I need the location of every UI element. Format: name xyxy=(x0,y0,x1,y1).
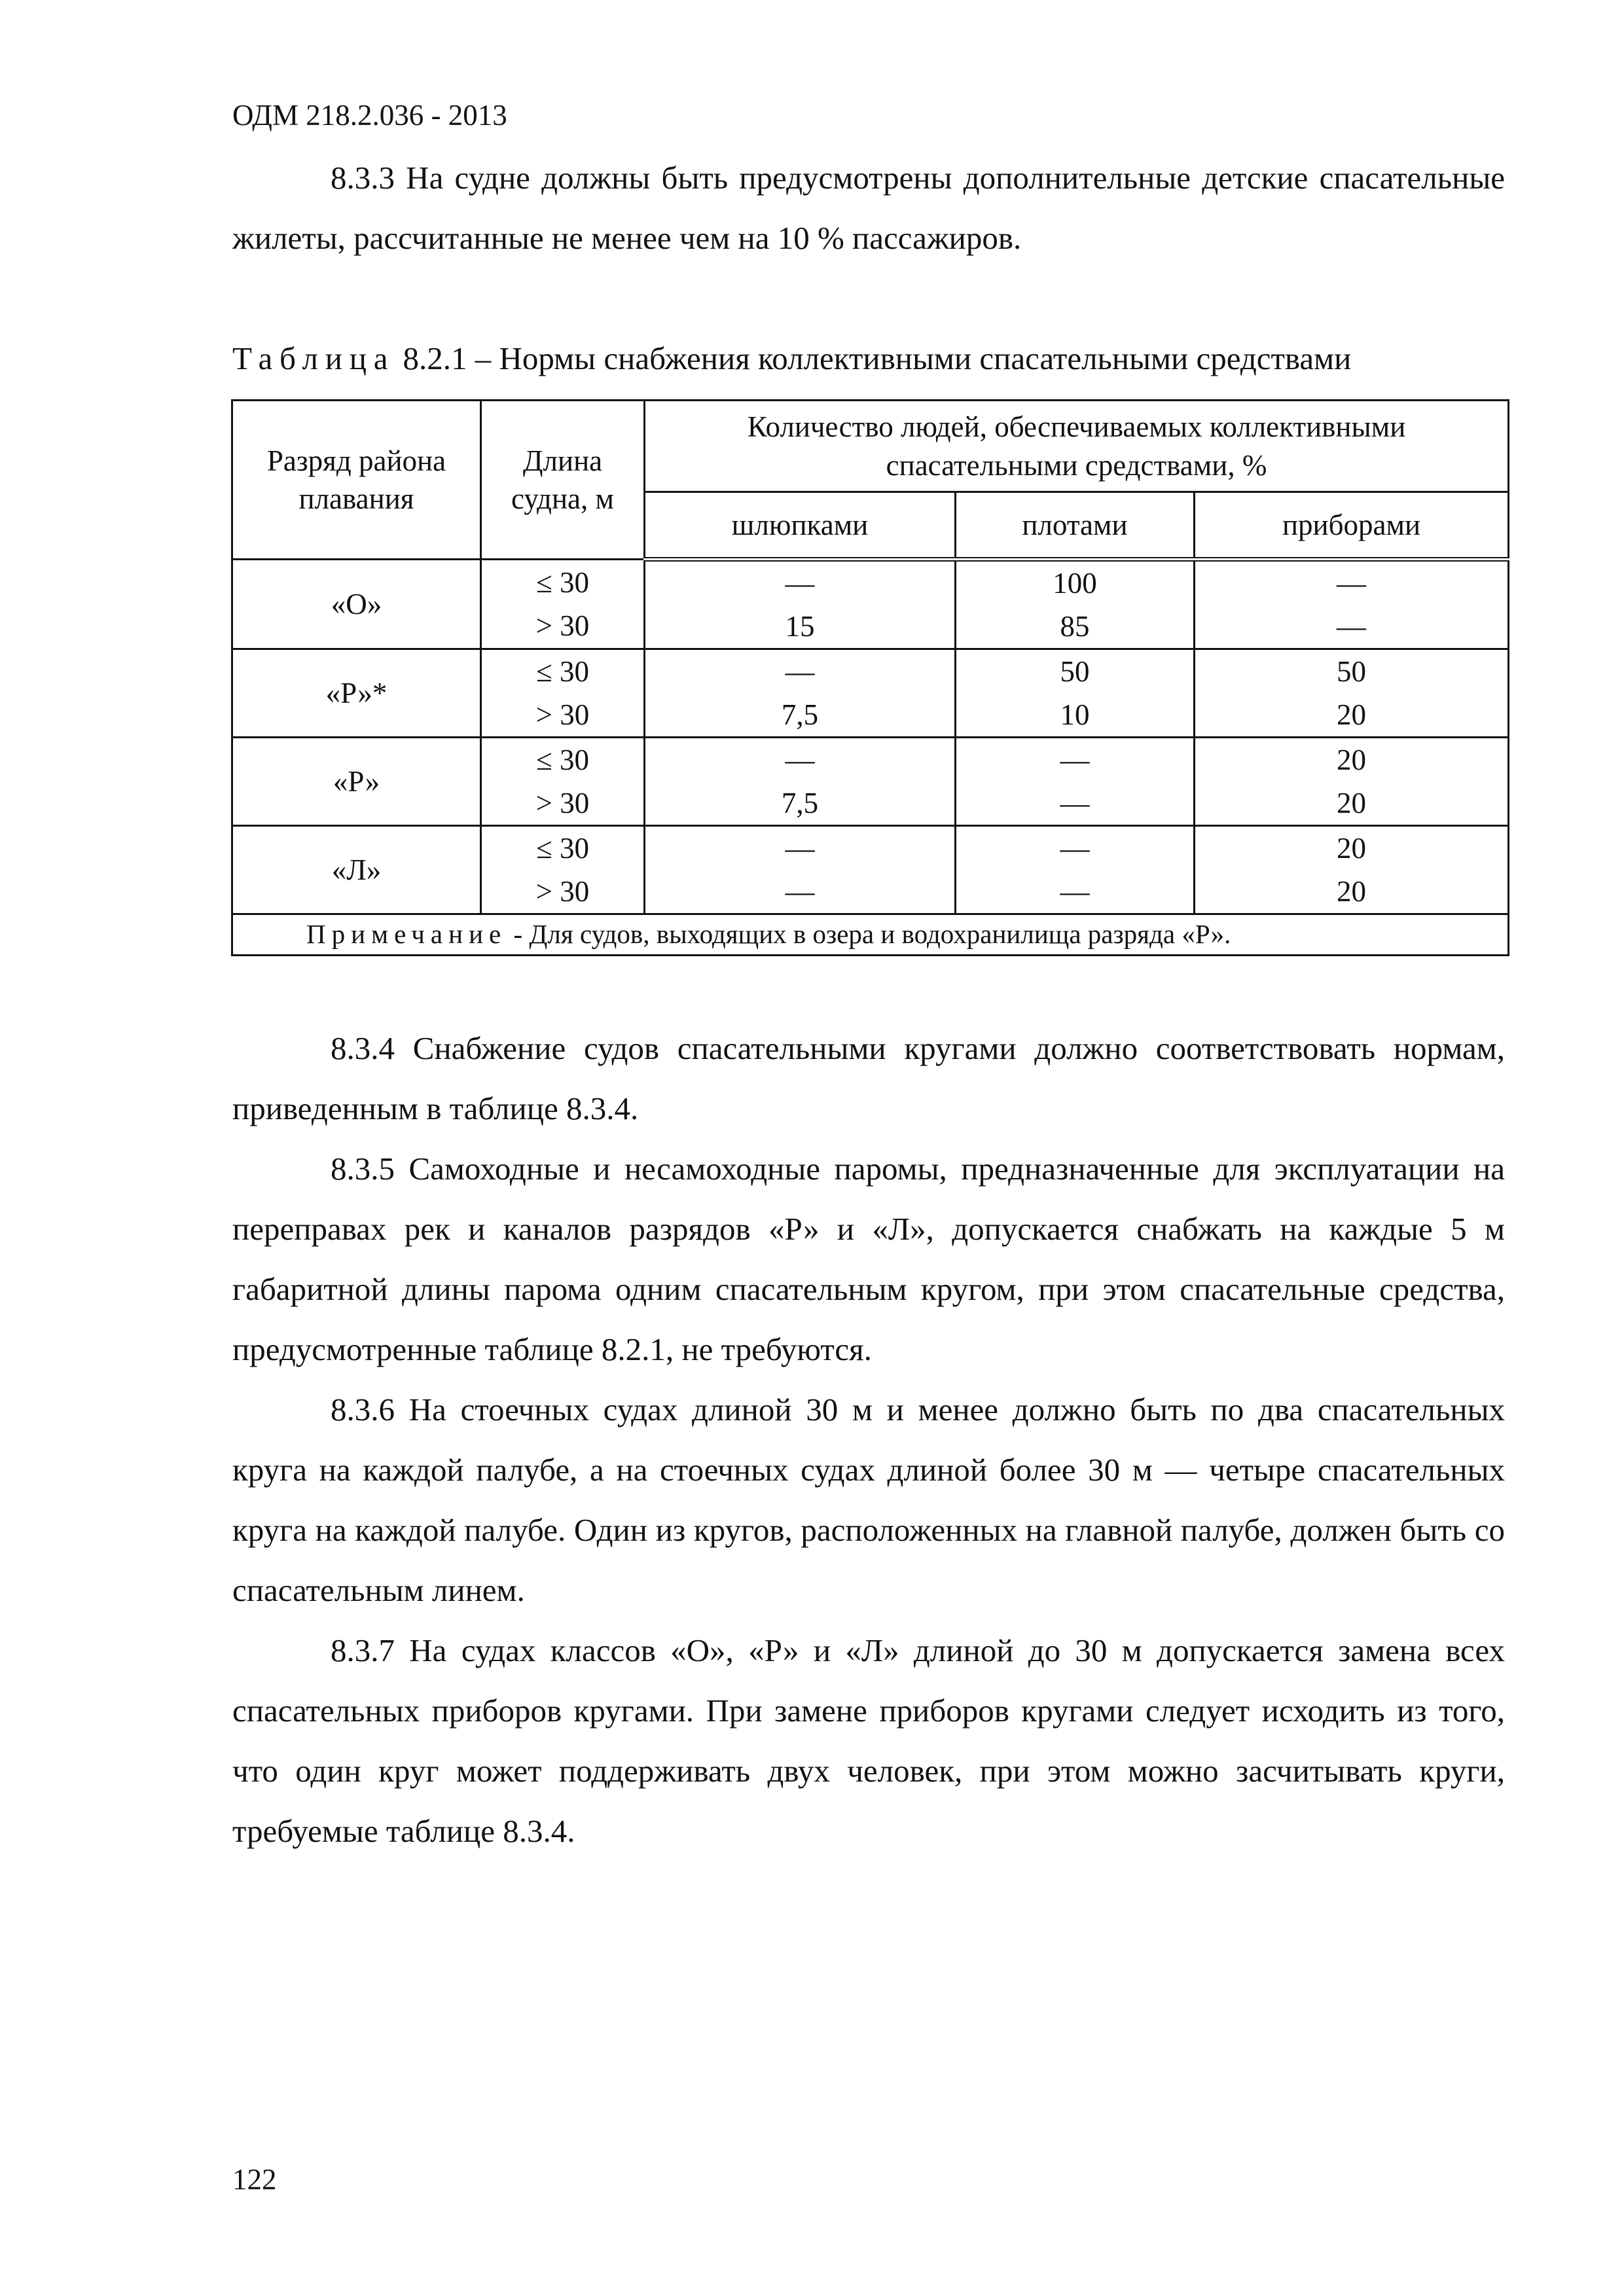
table-row xyxy=(232,738,1509,826)
paragraph-8-3-7: 8.3.7 На судах классов «О», «Р» и «Л» длиной до 30 м допускается замена всех спасательных приборов кругами. При замене приборов кругами следует исходить из того, что один круг может поддерживать двух человек, при этом можно засчитывать круги, требуемые таблице 8.3.4. xyxy=(232,1632,1505,1849)
table-note-text: - Для судов, выходящих в озера и водохранилища разряда «Р». xyxy=(507,919,1231,950)
boats-cell: — 15 xyxy=(645,560,956,649)
zone-cell: «О» xyxy=(232,560,481,649)
paragraph-8-3-4: 8.3.4 Снабжение судов спасательными кругами должно соответствовать нормам, приведенным в таблице 8.3.4. xyxy=(232,1030,1505,1126)
zone-cell: «Р» xyxy=(232,738,481,826)
rafts-cell: 50 10 xyxy=(956,649,1195,738)
page-number: 122 xyxy=(232,2163,277,2196)
length-cell: ≤ 30 > 30 xyxy=(481,738,645,826)
zone-cell: «Л» xyxy=(232,826,481,914)
boats-cell: — 7,5 xyxy=(645,649,956,738)
boats-cell: — 7,5 xyxy=(645,738,956,826)
devices-cell: 20 20 xyxy=(1195,826,1509,914)
length-cell: ≤ 30 > 30 xyxy=(481,826,645,914)
devices-cell: 50 20 xyxy=(1195,649,1509,738)
header-length: Длина судна, м xyxy=(481,401,645,560)
header-boats: шлюпками xyxy=(645,492,956,560)
devices-cell: 20 20 xyxy=(1195,738,1509,826)
table-row xyxy=(232,560,1509,649)
norms-table xyxy=(231,399,1509,956)
table-row xyxy=(232,649,1509,738)
table-caption-label: Таблица xyxy=(232,340,395,376)
table-note-label: Примечание xyxy=(306,919,507,950)
paragraph-8-3-3: 8.3.3 На судне должны быть предусмотрены дополнительные детские спасательные жилеты, рассчитанные не менее чем на 10 % пассажиров. xyxy=(232,160,1505,256)
table-row xyxy=(232,826,1509,914)
table-note-row xyxy=(232,914,1509,956)
rafts-cell: — — xyxy=(956,738,1195,826)
length-cell: ≤ 30 > 30 xyxy=(481,649,645,738)
devices-cell: — — xyxy=(1195,560,1509,649)
header-people: Количество людей, обеспечиваемых коллективными спасательными средствами, % xyxy=(645,401,1509,492)
length-cell: ≤ 30 > 30 xyxy=(481,560,645,649)
paragraph-8-3-6: 8.3.6 На стоечных судах длиной 30 м и менее должно быть по два спасательных круга на каждой палубе, а на стоечных судах длиной более 30 м — четыре спасательных круга на каждой палубе. Один из кругов, расположенных на главной палубе, должен быть со спасательным линем. xyxy=(232,1391,1505,1608)
rafts-cell: 100 85 xyxy=(956,560,1195,649)
rafts-cell: — — xyxy=(956,826,1195,914)
table-caption-title: 8.2.1 – Нормы снабжения коллективными спасательными средствами xyxy=(395,340,1352,376)
table-caption xyxy=(232,339,1351,378)
zone-cell: «Р»* xyxy=(232,649,481,738)
paragraph-8-3-5: 8.3.5 Самоходные и несамоходные паромы, предназначенные для эксплуатации на переправах рек и каналов разрядов «Р» и «Л», допускается снабжать на каждые 5 м габаритной длины парома одним спасательным кругом, при этом спасательные средства, предусмотренные таблице 8.2.1, не требуются. xyxy=(232,1151,1505,1367)
header-zone: Разряд района плавания xyxy=(232,401,481,560)
document-code: ОДМ 218.2.036 - 2013 xyxy=(232,99,507,132)
header-rafts: плотами xyxy=(956,492,1195,560)
header-devices: приборами xyxy=(1195,492,1509,560)
table-note xyxy=(232,914,1509,956)
boats-cell: — — xyxy=(645,826,956,914)
